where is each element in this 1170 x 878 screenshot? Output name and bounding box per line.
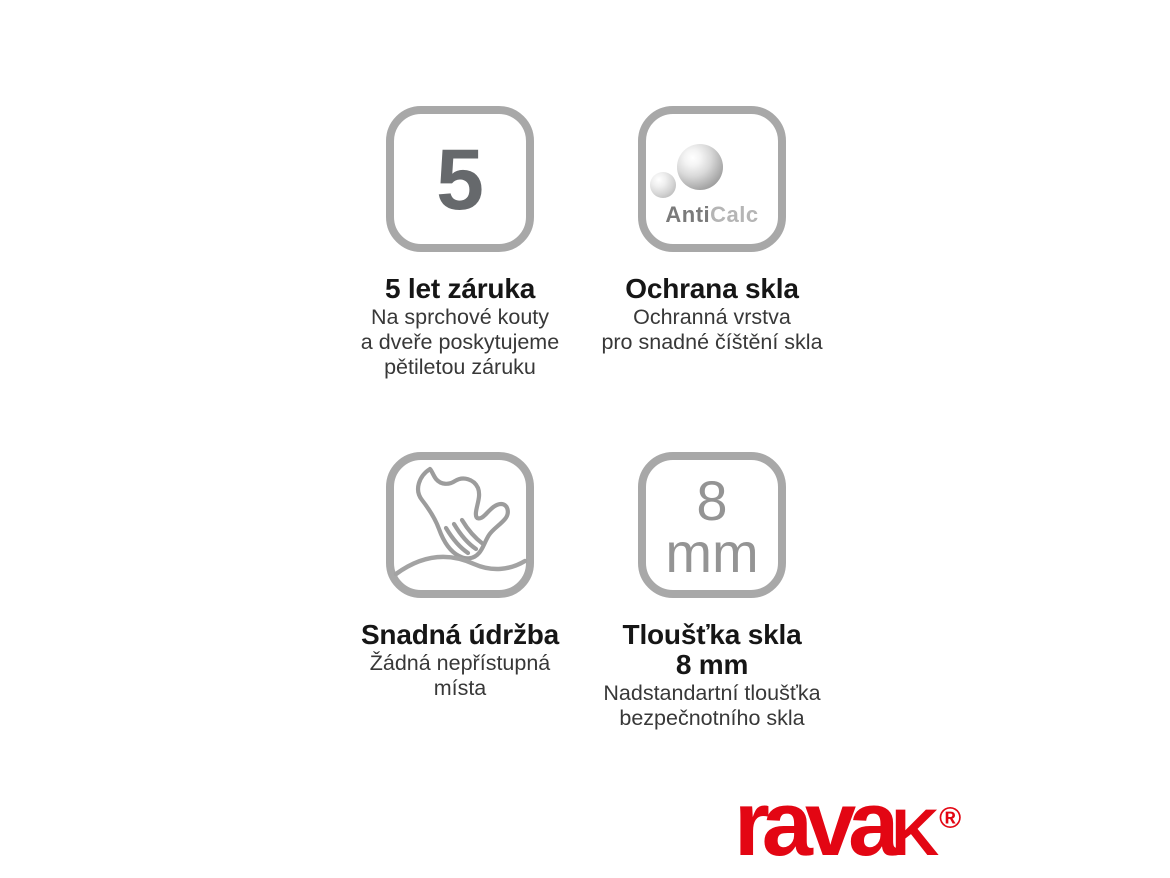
anticalc-label-calc: Calc bbox=[710, 202, 759, 227]
8mm-label bbox=[646, 460, 778, 590]
feature-glass-protection-title: Ochrana skla bbox=[625, 273, 799, 304]
feature-warranty bbox=[320, 106, 600, 379]
feature-glass-protection-subtitle-line: pro snadné číštění skla bbox=[601, 330, 823, 354]
feature-warranty-subtitle-line: Na sprchové kouty bbox=[370, 305, 550, 329]
feature-easy-maintenance-subtitle-line: místa bbox=[433, 676, 487, 700]
feature-easy-maintenance bbox=[320, 452, 600, 700]
feature-glass-protection bbox=[572, 106, 852, 354]
warranty-5-digit: 5 bbox=[436, 131, 484, 228]
ravak-logo-text: ravaK bbox=[734, 773, 932, 875]
feature-easy-maintenance-subtitle-line: Žádná nepřístupná bbox=[369, 651, 551, 675]
8mm-label-digit: 8 bbox=[696, 469, 728, 532]
bubble-large-icon bbox=[677, 144, 723, 190]
feature-warranty-title: 5 let záruka bbox=[384, 273, 536, 304]
ravak-logo bbox=[734, 773, 962, 875]
wiping-hand-icon bbox=[386, 452, 534, 598]
anticalc-label-anti: Anti bbox=[665, 202, 711, 227]
anticalc-label bbox=[646, 202, 778, 228]
feature-glass-thickness bbox=[572, 452, 852, 730]
feature-glass-thickness-title-line: Tloušťka skla bbox=[622, 619, 802, 650]
anticalc-bubbles-icon bbox=[638, 106, 786, 252]
glass-thickness-8mm-icon bbox=[638, 452, 786, 598]
feature-warranty-subtitle-line: a dveře poskytujeme bbox=[360, 330, 560, 354]
feature-glass-protection-subtitle-line: Ochranná vrstva bbox=[633, 305, 791, 329]
feature-glass-thickness-subtitle-line: Nadstandartní tloušťka bbox=[603, 681, 821, 705]
warranty-5-badge-icon bbox=[386, 106, 534, 252]
bubble-small-icon bbox=[650, 172, 676, 198]
registered-trademark-icon: ® bbox=[939, 802, 962, 835]
feature-easy-maintenance-title: Snadná údržba bbox=[360, 619, 560, 650]
feature-warranty-subtitle-line: pětiletou záruku bbox=[384, 355, 536, 379]
feature-glass-thickness-title-line: 8 mm bbox=[675, 649, 749, 680]
feature-glass-thickness-subtitle-line: bezpečnotního skla bbox=[619, 706, 805, 730]
8mm-label-unit: mm bbox=[665, 521, 759, 584]
